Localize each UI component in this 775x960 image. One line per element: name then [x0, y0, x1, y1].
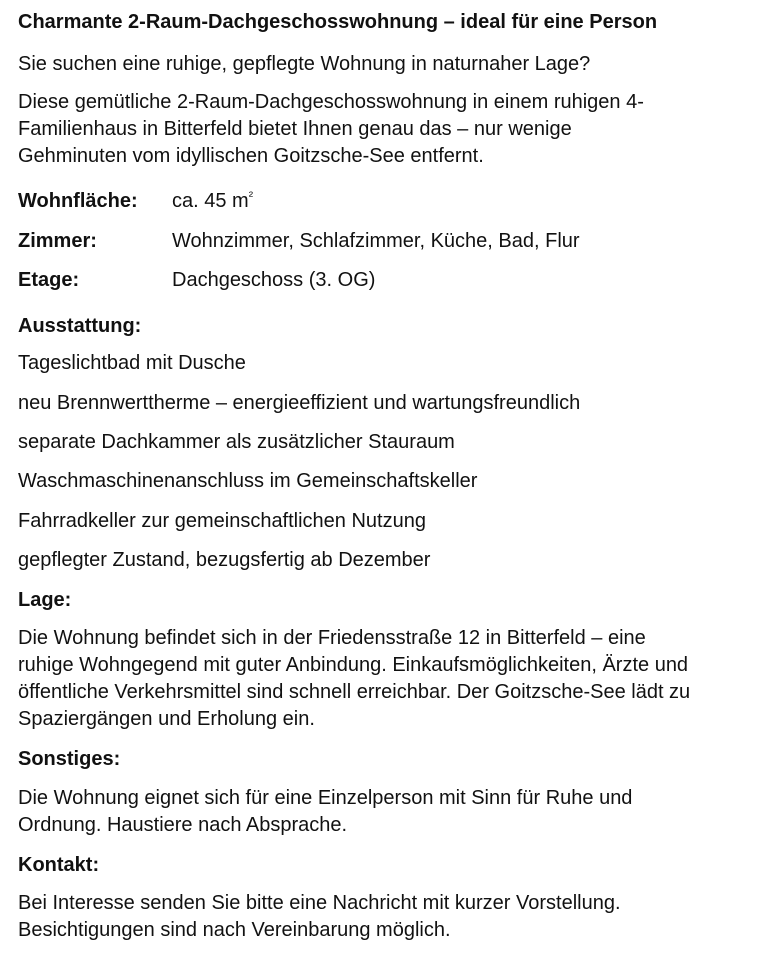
intro-line: Gehminuten vom idyllischen Goitzsche-See entfernt. [18, 145, 484, 167]
intro-line: Diese gemütliche 2-Raum-Dachgeschosswohnung in einem ruhigen 4- [18, 91, 644, 113]
lage-line: Die Wohnung befindet sich in der Friedensstraße 12 in Bitterfeld – eine [18, 627, 646, 649]
intro-question: Sie suchen eine ruhige, gepflegte Wohnung in naturnaher Lage? [18, 53, 591, 75]
listing-title: Charmante 2-Raum-Dachgeschosswohnung – ideal für eine Person [18, 11, 658, 33]
ausstattung-heading: Ausstattung: [18, 315, 142, 337]
lage-line: ruhige Wohngegend mit guter Anbindung. Einkaufsmöglichkeiten, Ärzte und [18, 654, 689, 676]
intro-paragraph [18, 89, 763, 170]
kontakt-line: Besichtigungen sind nach Vereinbarung möglich. [18, 919, 451, 941]
fact-label: Etage: [18, 269, 80, 291]
fact-value: Dachgeschoss (3. OG) [172, 269, 376, 291]
kontakt-line: Bei Interesse senden Sie bitte eine Nachricht mit kurzer Vorstellung. [18, 892, 621, 914]
intro-line: Familienhaus in Bitterfeld bietet Ihnen genau das – nur wenige [18, 118, 572, 140]
sonstiges-line: Ordnung. Haustiere nach Absprache. [18, 814, 348, 836]
ausstattung-item: gepflegter Zustand, bezugsfertig ab Dezember [18, 549, 431, 571]
lage-line: Spaziergängen und Erholung ein. [18, 708, 315, 730]
ausstattung-item: Tageslichtbad mit Dusche [18, 352, 246, 374]
fact-value: Wohnzimmer, Schlafzimmer, Küche, Bad, Flur [172, 230, 580, 252]
lage-heading: Lage: [18, 589, 72, 611]
fact-label: Wohnfläche: [18, 190, 138, 212]
lage-line: öffentliche Verkehrsmittel sind schnell erreichbar. Der Goitzsche-See lädt zu [18, 681, 691, 703]
lage-paragraph [18, 625, 763, 733]
kontakt-paragraph [18, 890, 763, 944]
ausstattung-item: separate Dachkammer als zusätzlicher Stauraum [18, 431, 455, 453]
sonstiges-line: Die Wohnung eignet sich für eine Einzelperson mit Sinn für Ruhe und [18, 787, 633, 809]
fact-label: Zimmer: [18, 230, 97, 252]
sonstiges-heading: Sonstiges: [18, 748, 121, 770]
fact-value: ca. 45 $m^{^2}$ [172, 188, 254, 212]
kontakt-heading: Kontakt: [18, 854, 100, 876]
ausstattung-item: Waschmaschinenanschluss im Gemeinschaftskeller [18, 470, 478, 492]
unit-superscript: ² [248, 188, 254, 203]
sonstiges-paragraph [18, 785, 763, 839]
ausstattung-item: Fahrradkeller zur gemeinschaftlichen Nutzung [18, 510, 426, 532]
ausstattung-item: neu Brennwerttherme – energieeffizient und wartungsfreundlich [18, 392, 581, 414]
